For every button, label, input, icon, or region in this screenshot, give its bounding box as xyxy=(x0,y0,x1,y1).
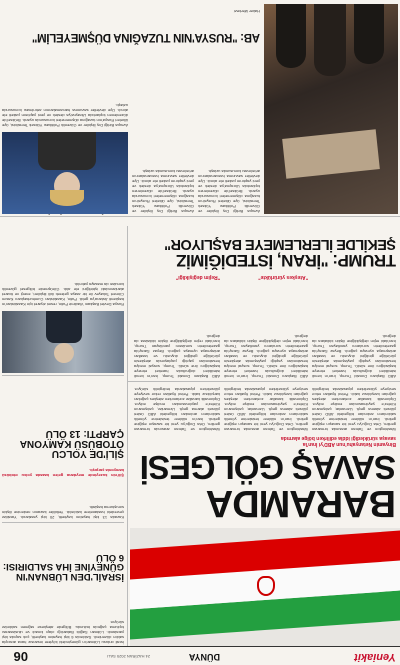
person-jacket-icon xyxy=(38,132,96,170)
main-headline-line2: SAVAŞ GÖLGESİ xyxy=(140,449,396,486)
eu-body-col3: Avrupa Birliği Dış İlişkiler ve Güvenlik Politikası Yüksek Temsilcisi, üye ülkeleri Rusya'nın tuzağına düşmemeleri konusunda uyardı. Brüksel'de düzenlenen toplantıda Ukrayna'ya destek ve yeni yaptırım paketi ele alındı. Üye devletler savunma harcamalarının artırılması konusunda uzlaştı. xyxy=(2,103,128,128)
trump-story xyxy=(128,219,400,379)
putin-photo xyxy=(2,311,124,373)
crowd-figure-icon xyxy=(314,4,346,76)
date-label: 24 HAZİRAN 2025 SALI xyxy=(107,654,150,659)
horizontal-divider-right-1 xyxy=(2,522,124,523)
eu-body-col2: Avrupa Birliği Dış İlişkiler ve Güvenlik Politikası Yüksek Temsilcisi, üye ülkeleri Rusya'nın tuzağına düşmemeleri konusunda uyardı. Brüksel'de düzenlenen toplantıda Ukrayna'ya destek ve yeni yaptırım paketi ele alındı. Üye devletler savunma harcamalarının artırılması konusunda uzlaştı. xyxy=(132,169,194,214)
chile-story xyxy=(2,380,124,520)
horizontal-divider-right-2 xyxy=(2,375,124,376)
crowd-figure-icon xyxy=(276,4,306,68)
crowd-figure-icon xyxy=(354,4,384,64)
main-body-col1: Washington ve Tahran arasında tırmanan gerilim, Orta Doğu'yu yeni bir savaşın eşiğine getirdi. İran'ın nükleer tesislerine yönelik saldırıların ardından bölgedeki ABD üsleri yüksek alarma geçti. Uzmanlar, çatışmanın Körfez'e yayılmasından endişe ediyor. Diplomatik kanallar zorlanırken ateşkes çağrıları karşılıksız kaldı. Petrol fiyatları rekor seviyeye yükselirken piyasalarda tedirginlik xyxy=(312,387,396,432)
trump-headline-line1: TRUMP: "İRAN, İSTEDİĞİMİZ xyxy=(176,251,396,270)
chile-lead: Şili'nin kuzeyinde meydana gelen kazada yolcu otobüsü kamyonla çarpıştı. xyxy=(2,468,124,478)
eu-body-col1: Avrupa Birliği Dış İlişkiler ve Güvenlik Politikası Yüksek Temsilcisi, üye ülkeleri Rusya'nın tuzağına düşmemeleri konusunda uyardı. Brüksel'de düzenlenen toplantıda Ukrayna'ya destek ve yeni yaptırım paketi ele alındı. Üye devletler savunma harcamalarının artırılması konusunda uzlaştı. xyxy=(198,169,260,214)
person-hair-icon xyxy=(50,190,84,206)
chile-headline: ŞİLİ'DE YOLCU OTOBÜSÜ KAMYONA ÇARPTI: 13 ÖLÜ xyxy=(20,428,124,459)
israel-headline: İSRAİL'DEN LÜBNAN'IN GÜNEYİNE İHA SALDIRISI: 6 ÖLÜ xyxy=(2,552,124,582)
trump-body-col2: ABD Başkanı Donald Trump, İran'ın kendi istedikleri doğrultuda hareket etmeye başladığını öne sürdü. Trump, sosyal medya hesabından yaptığı paylaşımda ateşkesin yürürlüğe girdiğini duyurdu ve tarafları anlaşmaya uymaya çağırdı. Beyaz Saray'da gazetecilerin sorularını yanıtlayan Trump, İran'daki rejim değişikliğine ilişkin iddialara da değindi. xyxy=(224,334,308,379)
horizontal-divider-mid xyxy=(128,381,400,382)
trump-highlight-1: "Ateşkes yürürlükte" xyxy=(258,274,308,280)
masthead xyxy=(0,646,400,665)
person-suit-icon xyxy=(46,311,82,343)
chile-body: Kazada 13 kişi hayatını kaybetti, 20 kişi yaralandı. Yaralılar çevredeki hastanelere kaldırıldı. Yetkililer kazanın nedenine ilişkin soruşturma başlattı. xyxy=(2,505,124,520)
protest-banner-icon xyxy=(282,129,380,179)
main-headline-line1: BARAMDA xyxy=(206,482,396,524)
iran-flag-photo xyxy=(130,528,400,646)
section-label: DÜNYA xyxy=(188,652,220,662)
israel-story xyxy=(2,525,124,645)
eu-headline: AB: "RUSYA'NIN TUZAĞINA DÜŞMEYELİM" xyxy=(32,31,260,43)
main-lead-line1: Binyamin Netanyahu'nun ABD'yi İran'la xyxy=(302,441,396,447)
putin-body: Rusya Devlet Başkanı Vladimir Putin, resmi ziyaret için Kazakistan'ın başkenti Astana'ya geldi. Putin, Kazakistan Cumhurbaşkanı Kasım Cömert Tokayev ile bir araya gelerek ikili ilişkileri, enerji ve ticaret alanlarındaki işbirliğini ele aldı. Görüşmede bölgesel güvenlik konuları da masaya yatırıldı. xyxy=(2,282,124,307)
eu-credit: Haber Merkezi xyxy=(233,9,260,14)
person-figure-icon xyxy=(54,343,74,363)
trump-body-col1: ABD Başkanı Donald Trump, İran'ın kendi istedikleri doğrultuda hareket etmeye başladığını öne sürdü. Trump, sosyal medya hesabından yaptığı paylaşımda ateşkesin yürürlüğe girdiğini duyurdu ve tarafları anlaşmaya uymaya çağırdı. Beyaz Saray'da gazetecilerin sorularını yanıtlayan Trump, İran'daki rejim değişikliğine ilişkin iddialara da değindi. xyxy=(312,334,396,379)
main-lead-line2: savaşa sürüklediği iddia edilirken bölge alarmda xyxy=(280,435,396,441)
trump-headline-line2: ŞEKİLDE İLERLEMEYE BAŞLIYOR" xyxy=(164,236,396,252)
flag-emblem-icon xyxy=(257,576,275,596)
trump-highlight-2: "Rejim değişikliği" xyxy=(175,274,220,280)
eu-story xyxy=(2,2,260,214)
main-article xyxy=(130,384,400,646)
main-body-col3: Washington ve Tahran arasında tırmanan gerilim, Orta Doğu'yu yeni bir savaşın eşiğine getirdi. İran'ın nükleer tesislerine yönelik saldırıların ardından bölgedeki ABD üsleri yüksek alarma geçti. Uzmanlar, çatışmanın Körfez'e yayılmasından endişe ediyor. Diplomatik kanallar zorlanırken ateşkes çağrıları karşılıksız kaldı. Petrol fiyatları rekor seviyeye yükselirken piyasalarda tedirginlik sürüyor. xyxy=(134,387,220,432)
protest-photo xyxy=(264,4,398,214)
israel-body: İsrail ordusu Lübnan'ın güneyindeki köylere insansız hava aracıyla saldırı düzenledi. Saldırıda 6 kişi hayatını kaybetti, çok sayıda kişi yaralandı. Lübnan Sağlık Bakanlığı olayı kınadı ve uluslararası topluma çağrıda bulundu. Bölgede ateşkese rağmen saldırılar sürüyor. xyxy=(2,620,124,645)
page-number: 06 xyxy=(13,649,28,664)
main-body-col2: Washington ve Tahran arasında tırmanan gerilim, Orta Doğu'yu yeni bir savaşın eşiğine getirdi. İran'ın nükleer tesislerine yönelik saldırıların ardından bölgedeki ABD üsleri yüksek alarma geçti. Uzmanlar, çatışmanın Körfez'e yayılmasından endişe ediyor. Diplomatik kanallar zorlanırken ateşkes çağrıları karşılıksız kaldı. Petrol fiyatları rekor seviyeye yükselirken piyasalarda tedirginlik xyxy=(224,387,308,432)
horizontal-divider-lower xyxy=(0,216,400,217)
eu-official-photo xyxy=(2,132,128,214)
brand-logo: Yeniakit xyxy=(354,651,396,663)
trump-body-col3: ABD Başkanı Donald Trump, İran'ın kendi istedikleri doğrultuda hareket etmeye başladığını öne sürdü. Trump, sosyal medya hesabından yaptığı paylaşımda ateşkesin yürürlüğe girdiğini duyurdu ve tarafları anlaşmaya uymaya çağırdı. Beyaz Saray'da gazetecilerin sorularını yanıtlayan Trump, İran'daki rejim değişikliğine ilişkin iddialara da değindi. xyxy=(134,334,220,379)
